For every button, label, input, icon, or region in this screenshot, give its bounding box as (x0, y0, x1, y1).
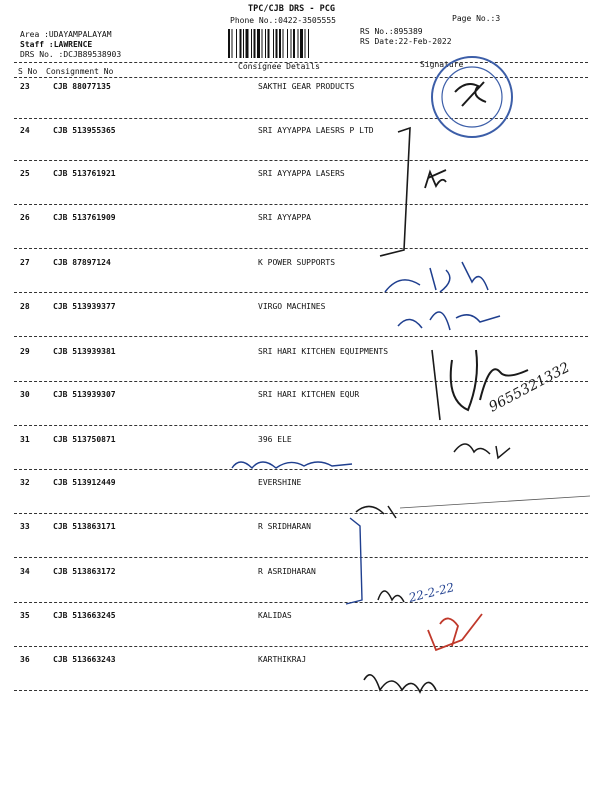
table-row (0, 82, 600, 94)
table-row (0, 478, 600, 490)
row-consignment: CJB 513939307 (53, 390, 116, 399)
row-sno: 33 (20, 522, 30, 531)
divider (14, 160, 588, 161)
column-signature: Signature (420, 60, 464, 69)
handwritten-phone: 9655321332 (486, 359, 573, 416)
row-consignee: SRI HARI KITCHEN EQUIPMENTS (258, 347, 389, 356)
divider (14, 292, 588, 293)
row-sno: 25 (20, 169, 30, 178)
row-consignment: CJB 513939377 (53, 302, 116, 311)
row-sno: 32 (20, 478, 30, 487)
rs-number: RS No.:895389 (360, 27, 423, 36)
row-sno: 34 (20, 567, 30, 576)
bracket-mark (380, 128, 410, 256)
table-row (0, 522, 600, 534)
table-row (0, 169, 600, 181)
row-consignee: SRI AYYAPPA LAESRS P LTD (258, 126, 374, 135)
row-consignment: CJB 513939381 (53, 347, 116, 356)
row-sno: 26 (20, 213, 30, 222)
divider (14, 469, 588, 470)
table-row (0, 213, 600, 225)
divider (14, 77, 588, 78)
barcode (228, 29, 354, 58)
row-consignment: CJB 513761921 (53, 169, 116, 178)
table-row (0, 258, 600, 270)
row-consignment: CJB 513750871 (53, 435, 116, 444)
row-consignee: EVERSHINE (258, 478, 302, 487)
drs-number: DRS No. :DCJB89538903 (20, 50, 122, 59)
row-consignment: CJB 513955365 (53, 126, 116, 135)
column-sno: S No (18, 67, 38, 76)
row-consignment: CJB 88077135 (53, 82, 111, 91)
row-consignment: CJB 513761909 (53, 213, 116, 222)
row-sno: 24 (20, 126, 30, 135)
bracket-mark (432, 350, 440, 420)
divider (14, 557, 588, 558)
divider (14, 646, 588, 647)
divider (14, 204, 588, 205)
row-consignee: K POWER SUPPORTS (258, 258, 336, 267)
row-consignment: CJB 513863171 (53, 522, 116, 531)
divider (14, 425, 588, 426)
divider (14, 602, 588, 603)
divider (14, 336, 588, 337)
table-row (0, 302, 600, 314)
row-consignee: R ASRIDHARAN (258, 567, 316, 576)
column-details: Consignee Details (238, 62, 320, 71)
row-sno: 36 (20, 655, 30, 664)
row-sno: 30 (20, 390, 30, 399)
dash-mark (400, 496, 590, 508)
signature (232, 462, 352, 468)
table-row (0, 611, 600, 623)
signature (378, 591, 404, 602)
row-sno: 29 (20, 347, 30, 356)
divider (14, 690, 588, 691)
sheet-title: TPC/CJB DRS - PCG (248, 4, 335, 14)
row-consignment: CJB 513663243 (53, 655, 116, 664)
area-label: Area :UDAYAMPALAYAM (20, 30, 112, 39)
row-consignment: CJB 513663245 (53, 611, 116, 620)
divider (14, 513, 588, 514)
table-row (0, 126, 600, 138)
column-consignment: Consignment No (46, 67, 114, 76)
signature (356, 506, 396, 518)
row-consignment: CJB 87897124 (53, 258, 111, 267)
handwritten-date: 22-2-22 (407, 580, 456, 605)
table-row (0, 567, 600, 579)
row-consignee: KARTHIKRAJ (258, 655, 307, 664)
row-consignee: 396 ELE (258, 435, 292, 444)
row-sno: 28 (20, 302, 30, 311)
row-consignment: CJB 513912449 (53, 478, 116, 487)
divider (14, 248, 588, 249)
page-number: Page No.:3 (452, 14, 501, 23)
row-consignee: SRI AYYAPPA (258, 213, 311, 222)
table-row (0, 435, 600, 447)
row-consignee: SRI HARI KITCHEN EQUR (258, 390, 360, 399)
row-consignee: VIRGO MACHINES (258, 302, 326, 311)
row-consignee: R SRIDHARAN (258, 522, 311, 531)
row-consignment: CJB 513863172 (53, 567, 116, 576)
row-consignee: SAKTHI GEAR PRODUCTS (258, 82, 355, 91)
divider (14, 381, 588, 382)
row-sno: 35 (20, 611, 30, 620)
divider (14, 62, 588, 63)
phone-number: Phone No.:0422-3505555 (230, 16, 336, 25)
table-row (0, 390, 600, 402)
row-sno: 31 (20, 435, 30, 444)
table-row (0, 655, 600, 667)
row-consignee: KALIDAS (258, 611, 292, 620)
table-row (0, 347, 600, 359)
staff-label: Staff :LAWRENCE (20, 40, 93, 49)
rs-date: RS Date:22-Feb-2022 (360, 37, 452, 46)
row-consignee: SRI AYYAPPA LASERS (258, 169, 345, 178)
signature (398, 312, 500, 330)
row-sno: 23 (20, 82, 30, 91)
divider (14, 118, 588, 119)
row-sno: 27 (20, 258, 30, 267)
